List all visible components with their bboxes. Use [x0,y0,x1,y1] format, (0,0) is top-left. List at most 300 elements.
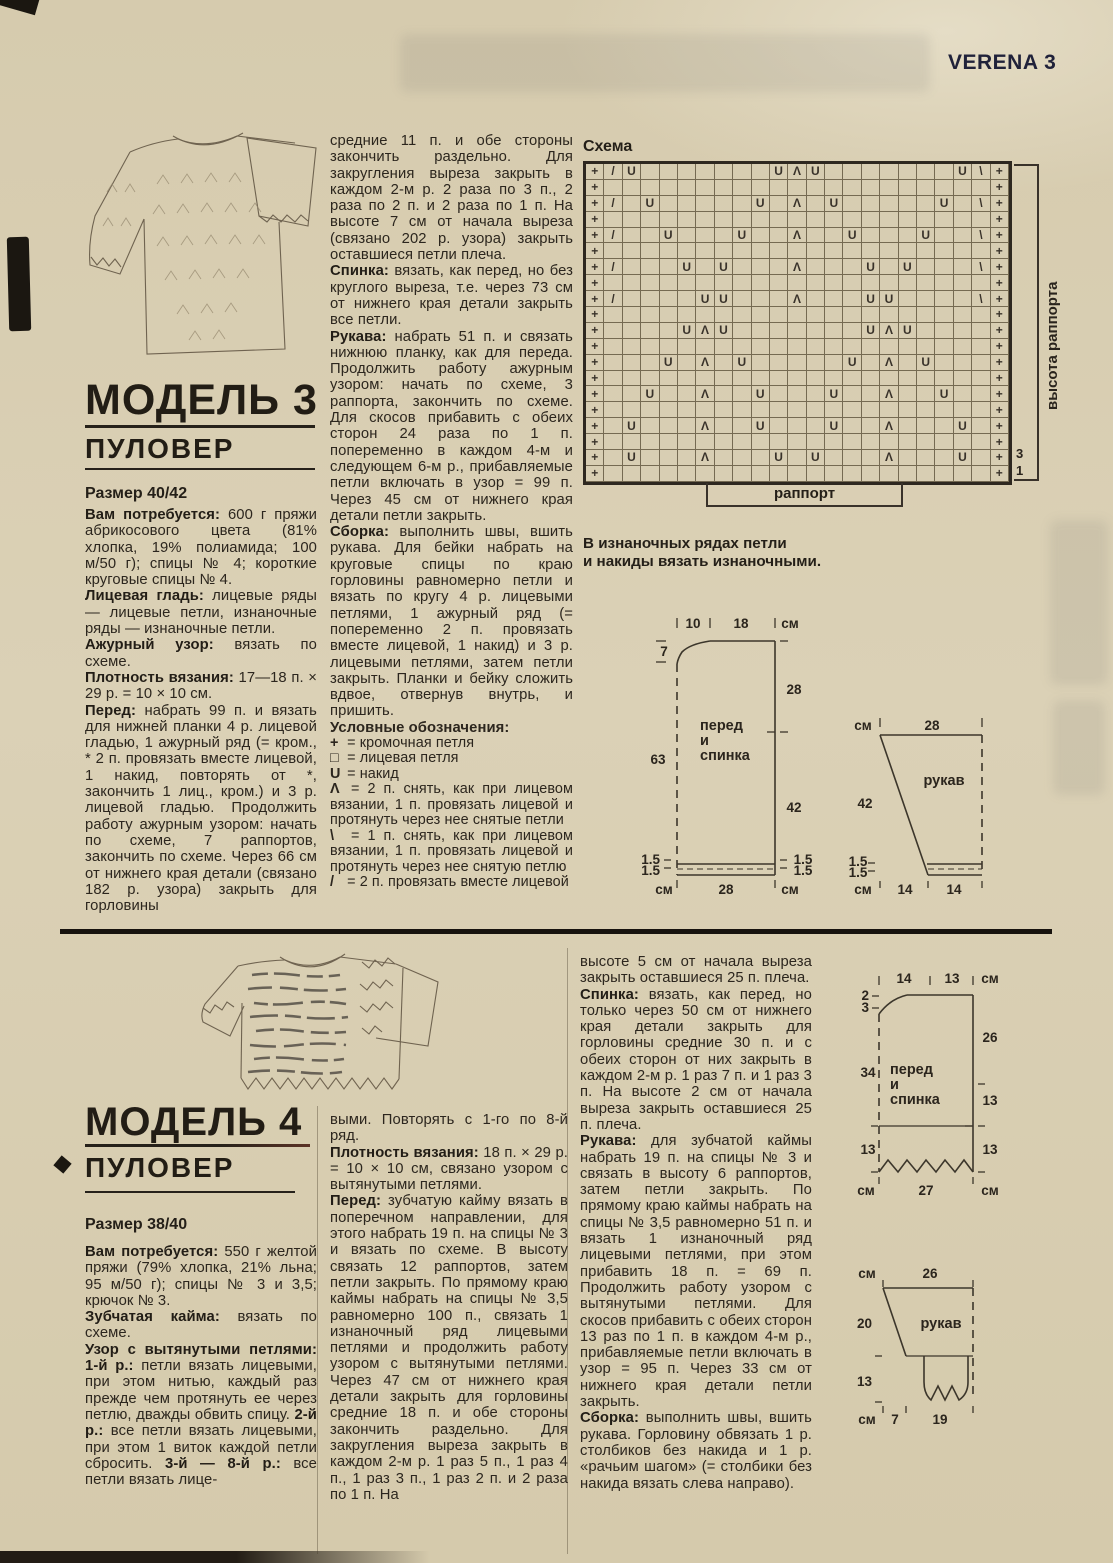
chart-cell [825,355,843,371]
chart-cell [862,418,880,434]
dim-right-28: 28 [786,682,802,697]
paragraph: Лицевая гладь: лицевые ряды — лицевые петли, изнаночные ряды — изнаночные петли. [85,588,317,638]
chart-cell [752,228,770,244]
chart-cell: U [825,386,843,402]
rapport-label: раппорт [773,485,836,502]
chart-cell: U [880,291,898,307]
chart-cell [660,180,678,196]
chart-cell [825,307,843,323]
chart-cell [899,164,917,180]
chart-cell: / [604,196,622,212]
chart-cell [733,323,751,339]
chart-cell [770,339,788,355]
chart-cell: + [586,434,604,450]
chart-cell [843,212,861,228]
chart-cell: + [991,307,1009,323]
chart-cell [623,339,641,355]
model4-title: МОДЕЛЬ 4 [85,1100,303,1144]
chart-cell [660,339,678,355]
chart-cell: + [586,212,604,228]
scan-mark-bullet [53,1155,71,1173]
chart-cell [825,450,843,466]
chart-cell: U [825,418,843,434]
paragraph: Спинка: вязать, как перед, но только через 50 см от нижнего края детали закрыть для горловины средние 30 п. и с обеих сторон от них закрыть в каждом 2-м р. 1 раз 7 п. и 1 раз 3 п. На высоте 2 см от начала выреза закрыть оставшиеся 25 п. плеча. [580,986,812,1133]
chart-cell: + [991,164,1009,180]
chart-cell [807,371,825,387]
chart-cell [825,402,843,418]
chart-cell [641,466,659,482]
chart-cell [715,418,733,434]
chart-cell [770,196,788,212]
chart-cell [954,212,972,228]
dim-left-34: 34 [860,1065,876,1080]
chart-cell [641,355,659,371]
chart-cell [899,291,917,307]
chart-cell: + [586,243,604,259]
chart-cell [678,212,696,228]
legend-item: / = 2 п. провязать вместе лицевой [330,874,569,891]
chart-cell [917,259,935,275]
chart-cell: Λ [880,355,898,371]
chart-cell: U [862,259,880,275]
chart-cell [770,212,788,228]
paragraph: Сборка: выполнить швы, вшить рукава. Горловину обвязать 1 р. столбиков без накида и 1 р. «рачьим шагом» (= столбики без накида вязать слева направо). [580,1410,812,1492]
paragraph: Вам потребуется: 550 г желтой пряжи (79% хлопка, 21% льна; 95 м/50 г); спицы № 3 и 3,5; крючок № 3. [85,1244,317,1309]
chart-cell [788,339,806,355]
chart-note-line1: В изнаночных рядах петли [583,535,787,552]
chart-cell [899,434,917,450]
chart-cell [641,243,659,259]
chart-cell [807,418,825,434]
chart-cell [899,466,917,482]
chart-cell [788,243,806,259]
chart-cell [843,323,861,339]
chart-cell [696,180,714,196]
chart-cell: + [586,164,604,180]
chart-cell [935,339,953,355]
chart-cell [825,434,843,450]
chart-cell [972,212,990,228]
piece-label-sleeve: рукав [923,773,965,789]
dim-band: 1.5 [793,863,813,878]
chart-cell [770,243,788,259]
chart-cell [752,307,770,323]
chart-cell [917,291,935,307]
chart-cell [752,466,770,482]
chart-cell: + [991,228,1009,244]
chart-cell [825,259,843,275]
chart-cell [623,275,641,291]
piece-label-back: спинка [700,748,750,764]
dim-band: 1.5 [641,852,660,867]
chart-cell [788,450,806,466]
chart-cell [935,259,953,275]
chart-cell [935,212,953,228]
chart-cell [660,323,678,339]
chart-cell [899,355,917,371]
chart-cell [660,307,678,323]
piece-label-back: спинка [890,1092,940,1108]
chart-cell [807,196,825,212]
chart-cell: U [954,450,972,466]
chart-cell [660,466,678,482]
chart-cell [954,355,972,371]
dim-bottom-unit: см [655,882,673,897]
chart-cell [825,243,843,259]
dim-bottom-19: 19 [932,1412,948,1427]
chart-cell [715,371,733,387]
chart-cell [862,466,880,482]
chart-cell: / [604,291,622,307]
chart-cell [917,450,935,466]
dim-bottom-unit: см [858,1412,876,1427]
chart-cell [733,339,751,355]
chart-cell [972,386,990,402]
chart-cell [880,275,898,291]
chart-cell: Λ [788,164,806,180]
chart-cell [843,418,861,434]
chart-cell [752,212,770,228]
paragraph: Сборка: выполнить швы, вшить рукава. Для бейки набрать на круговые спицы по краю горловины равномерно петли и вязать по кругу 4 р. лицевыми петлями, 1 ажурный ряд (= попеременно 2 п. провязать вместе лицевой, 1 накид) и 3 р. лицевыми петлями, затем петли закрыть. Планки и бейку сложить вдвое, отвернув внутрь, и пришить. [330,524,573,720]
chart-cell [733,450,751,466]
chart-cell [935,307,953,323]
legend-item: □ = лицевая петля [330,750,459,767]
chart-cell [696,307,714,323]
chart-cell [825,164,843,180]
chart-cell [715,196,733,212]
chart-cell: + [586,259,604,275]
dim-right-42: 42 [786,800,802,815]
chart-cell [954,323,972,339]
chart-cell [715,243,733,259]
chart-cell: + [586,339,604,355]
chart-cell [825,323,843,339]
dim-band: 1.5 [848,865,868,880]
chart-cell [604,243,622,259]
chart-cell [972,371,990,387]
chart-cell: U [641,386,659,402]
chart-cell [843,402,861,418]
dim-band: 1.5 [848,854,868,869]
dim-bottom-14: 14 [897,882,913,897]
chart-cell: Λ [880,418,898,434]
dim-left-42: 42 [857,796,873,811]
chart-cell [972,466,990,482]
dim-top-26: 26 [922,1266,938,1281]
chart-cell: Λ [696,418,714,434]
dim-bottom-14: 14 [946,882,962,897]
chart-cell [660,402,678,418]
model3-column-1 [85,507,317,914]
chart-cell: U [715,291,733,307]
chart-cell [954,196,972,212]
chart-cell [715,275,733,291]
dim-bottom-unit: см [781,882,799,897]
chart-cell [972,307,990,323]
dim-top-13: 13 [944,971,960,986]
chart-cell [843,466,861,482]
height-bracket-top [1014,164,1039,166]
paragraph: Плотность вязания: 17—18 п. × 29 р. = 10 × 10 см. [85,669,317,703]
model3-size: Размер 40/42 [85,485,188,502]
chart-cell [807,307,825,323]
chart-cell: U [862,291,880,307]
chart-cell [660,212,678,228]
chart-cell [935,371,953,387]
chart-cell [770,228,788,244]
chart-cell [935,323,953,339]
legend-item: Λ = 2 п. снять, как при лицевом вязании, 1 п. провязать лицевой и протянуть через нее снятые петли [330,781,573,829]
model4-column-3 [580,954,812,1492]
model4-column-2 [330,1112,568,1503]
chart-cell [696,259,714,275]
chart-cell [678,180,696,196]
chart-cell [641,402,659,418]
chart-cell [880,196,898,212]
chart-cell [917,164,935,180]
chart-cell [770,355,788,371]
chart-cell [752,275,770,291]
chart-cell: + [991,180,1009,196]
chart-cell [678,164,696,180]
chart-cell [678,196,696,212]
symbol-legend [330,736,573,891]
chart-cell [935,275,953,291]
section-divider [60,929,1052,934]
piece-label-sleeve: рукав [920,1316,962,1332]
chart-cell [843,386,861,402]
chart-cell: \ [972,164,990,180]
chart-cell: + [586,371,604,387]
chart-cell [917,386,935,402]
chart-cell [954,371,972,387]
dim-top-28: 28 [924,718,940,733]
chart-cell [825,466,843,482]
chart-cell [678,291,696,307]
chart-cell [788,434,806,450]
chart-cell [899,307,917,323]
chart-cell [660,275,678,291]
chart-cell [972,275,990,291]
chart-cell: U [899,323,917,339]
chart-cell [862,212,880,228]
chart-cell: + [991,418,1009,434]
dim-band: 1.5 [793,852,813,867]
chart-cell [641,323,659,339]
chart-cell [715,386,733,402]
chart-cell [623,386,641,402]
chart-cell: + [586,466,604,482]
chart-cell [825,371,843,387]
chart-cell: U [660,355,678,371]
paragraph: Перед: набрать 99 п. и вязать для нижней планки 4 р. лицевой гладью, 1 ажурный ряд (= кром., * 2 п. провязать вместе лицевой, 1 накид, повторять от *, закончить 1 лиц., кром.) и 3 р. лицевой гладью. Продолжить работу ажурным узором: начать по схеме, 7 раппортов, закончить по схеме. Через 66 см от нижнего края детали (связано 182 р. узора) закрыть для горловины [85,702,317,915]
knitting-chart [583,161,1012,485]
chart-cell [733,259,751,275]
legend-title: Условные обозначения: [330,719,510,736]
dim-top-unit: см [854,718,872,733]
chart-cell [752,164,770,180]
chart-cell [807,275,825,291]
chart-cell [807,259,825,275]
chart-cell [623,291,641,307]
chart-cell [715,339,733,355]
chart-cell [660,418,678,434]
chart-cell [696,371,714,387]
chart-cell [678,275,696,291]
dim-left-63: 63 [650,752,666,767]
dim-bottom-unit: см [857,1183,875,1198]
chart-cell [807,386,825,402]
chart-cell [972,243,990,259]
chart-cell [954,291,972,307]
chart-cell [807,466,825,482]
chart-cell [954,386,972,402]
chart-cell [880,243,898,259]
chart-cell [733,212,751,228]
chart-cell: + [991,259,1009,275]
paragraph: Зубчатая кайма: вязать по схеме. [85,1309,317,1342]
chart-cell: Λ [788,259,806,275]
chart-cell [623,466,641,482]
chart-cell [660,450,678,466]
dim-left-13: 13 [860,1142,876,1157]
chart-cell [935,243,953,259]
legend-item: + = кромочная петля [330,734,475,751]
chart-cell [935,291,953,307]
dim-left-13: 13 [856,1374,872,1389]
chart-cell [954,228,972,244]
chart-cell [788,355,806,371]
chart-cell [899,180,917,196]
chart-cell [770,323,788,339]
model3-front-schematic [610,592,822,910]
chart-cell [770,291,788,307]
chart-cell [972,402,990,418]
chart-cell: + [586,275,604,291]
dim-neck-7: 7 [660,644,668,659]
chart-cell [954,307,972,323]
chart-cell [604,212,622,228]
chart-cell: + [991,402,1009,418]
chart-cell [862,434,880,450]
model4-subtitle: ПУЛОВЕР [85,1152,235,1183]
chart-cell [899,196,917,212]
chart-cell [917,339,935,355]
chart-cell [641,259,659,275]
chart-cell [843,275,861,291]
chart-cell [807,355,825,371]
chart-cell [954,243,972,259]
chart-cell: + [586,418,604,434]
chart-cell [604,180,622,196]
chart-cell [733,402,751,418]
chart-cell [954,402,972,418]
chart-cell [917,307,935,323]
chart-cell [899,402,917,418]
chart-cell [862,339,880,355]
chart-cell [972,450,990,466]
chart-cell [678,402,696,418]
chart-cell [678,466,696,482]
chart-cell [807,212,825,228]
chart-cell: Λ [788,291,806,307]
chart-cell [917,418,935,434]
chart-cell [899,450,917,466]
chart-cell [678,228,696,244]
chart-cell [843,243,861,259]
chart-cell [696,243,714,259]
chart-cell [752,243,770,259]
model3-sweater-illustration [85,122,323,382]
chart-cell [843,339,861,355]
chart-cell: + [991,386,1009,402]
chart-cell [715,450,733,466]
chart-cell [696,402,714,418]
model3-sleeve-schematic [840,592,1065,910]
chart-cell [788,307,806,323]
column-rule [317,1106,318,1554]
dim-top-unit: см [981,971,999,986]
chart-cell [935,164,953,180]
dim-band: 1.5 [641,863,660,878]
chart-cell [788,418,806,434]
chart-cell [899,212,917,228]
chart-cell [604,339,622,355]
paragraph: Плотность вязания: 18 п. × 29 р. = 10 × 10 см, связано узором с вытянутыми петлями. [330,1144,568,1194]
chart-cell [825,180,843,196]
paragraph: Ажурный узор: вязать по схеме. [85,637,317,670]
chart-cell: + [586,307,604,323]
chart-cell [623,323,641,339]
piece-label-and: и [890,1077,899,1093]
chart-cell [954,259,972,275]
chart-cell [788,212,806,228]
chart-cell [752,339,770,355]
chart-cell [715,434,733,450]
chart-cell [696,466,714,482]
chart-cell: / [604,259,622,275]
chart-cell [623,434,641,450]
chart-cell [935,228,953,244]
chart-cell: U [678,259,696,275]
chart-cell [641,339,659,355]
scan-mark-binding [7,237,31,332]
chart-cell [843,196,861,212]
bleedthrough-ghost [400,34,930,92]
chart-cell [752,355,770,371]
rapport-bracket-bottom [706,505,903,507]
chart-cell [825,228,843,244]
chart-cell [641,307,659,323]
chart-cell [862,196,880,212]
chart-cell [862,243,880,259]
chart-cell [623,212,641,228]
dim-bottom-28: 28 [718,882,734,897]
chart-cell: U [715,323,733,339]
piece-label-and: и [700,733,709,749]
chart-cell [678,386,696,402]
chart-cell [604,275,622,291]
chart-cell [935,434,953,450]
chart-cell [604,418,622,434]
chart-cell [660,196,678,212]
chart-cell: U [843,228,861,244]
dim-top-unit: см [781,616,799,631]
model3-column-2 [330,133,573,891]
chart-cell: + [991,323,1009,339]
chart-cell: Λ [696,323,714,339]
model3-subtitle: ПУЛОВЕР [85,433,235,464]
